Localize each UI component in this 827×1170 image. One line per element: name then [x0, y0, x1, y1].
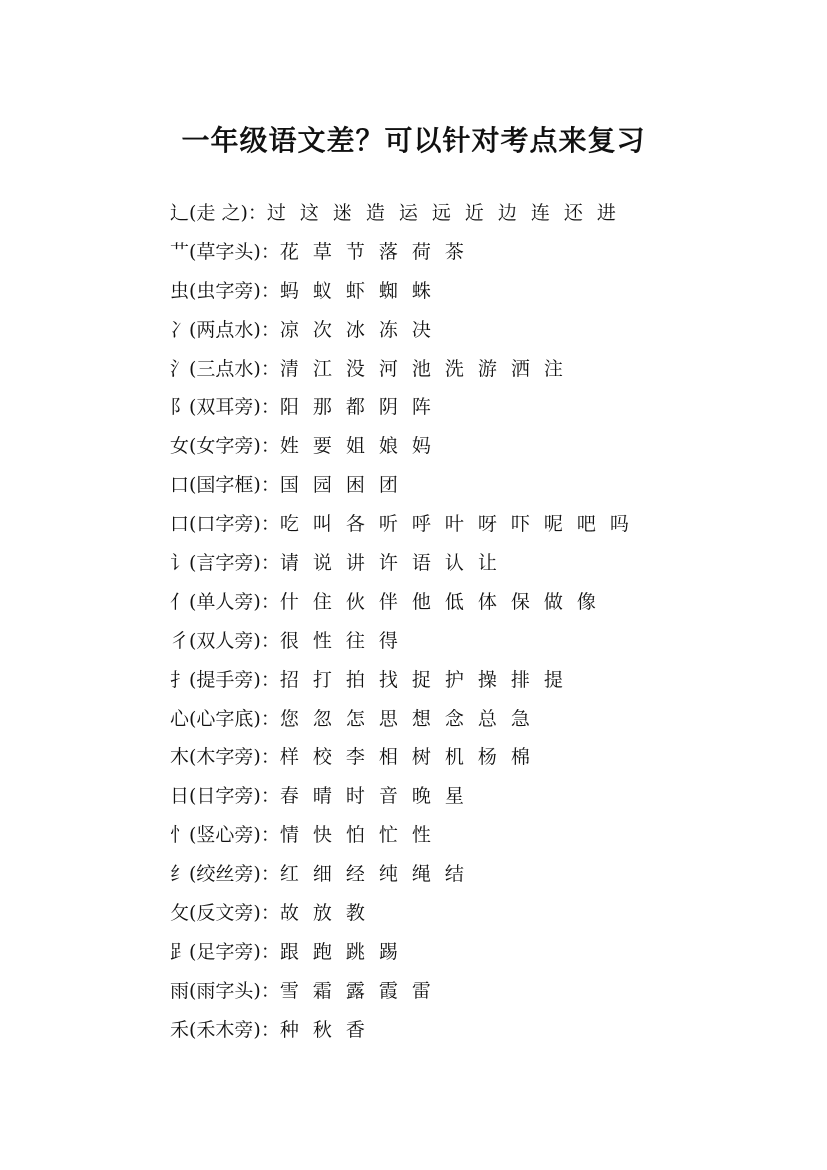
example-character: 国	[279, 474, 299, 497]
example-character: 招	[279, 668, 299, 691]
radical-key: 冫(两点水)：	[170, 318, 280, 341]
example-characters	[280, 933, 412, 972]
example-character: 音	[378, 785, 398, 808]
example-character: 蛛	[411, 279, 431, 302]
example-character: 总	[477, 707, 497, 730]
example-character: 霞	[378, 979, 398, 1002]
example-character: 低	[444, 590, 464, 613]
example-character: 时	[345, 785, 365, 808]
example-character: 种	[279, 1018, 299, 1041]
example-character: 排	[510, 668, 530, 691]
radical-row	[170, 777, 810, 816]
example-character: 没	[345, 357, 365, 380]
example-characters	[280, 272, 445, 311]
example-character: 吓	[510, 513, 530, 536]
example-character: 晚	[411, 785, 431, 808]
radical-key: 氵(三点水)：	[170, 357, 280, 380]
example-character: 落	[378, 240, 398, 263]
example-character: 叶	[444, 513, 464, 536]
example-character: 故	[279, 902, 299, 925]
example-character: 香	[345, 1018, 365, 1041]
example-characters	[280, 700, 544, 739]
example-character: 阳	[279, 396, 299, 419]
radical-row	[170, 972, 810, 1011]
example-characters	[280, 466, 412, 505]
radical-row	[170, 1011, 810, 1050]
example-character: 像	[576, 590, 596, 613]
example-character: 怎	[345, 707, 365, 730]
example-character: 教	[345, 902, 365, 925]
example-character: 怕	[345, 824, 365, 847]
example-character: 雪	[279, 979, 299, 1002]
example-character: 近	[464, 202, 484, 224]
radical-key: 虫(虫字旁)：	[170, 279, 280, 302]
example-character: 跳	[345, 940, 365, 963]
radical-key: 女(女字旁)：	[170, 435, 280, 458]
radical-row	[170, 738, 810, 777]
example-character: 姓	[279, 435, 299, 458]
example-character: 池	[411, 357, 431, 380]
radical-key: 讠(言字旁)：	[170, 552, 280, 575]
example-character: 情	[279, 824, 299, 847]
example-characters	[280, 350, 577, 389]
radical-row	[170, 350, 810, 389]
example-character: 蜘	[378, 279, 398, 302]
radical-key: 日(日字旁)：	[170, 785, 280, 808]
example-character: 星	[444, 785, 464, 808]
example-character: 结	[444, 863, 464, 886]
example-characters	[280, 427, 445, 466]
example-character: 得	[378, 629, 398, 652]
example-character: 姐	[345, 435, 365, 458]
example-character: 节	[345, 240, 365, 263]
example-character: 护	[444, 668, 464, 691]
example-character: 相	[378, 746, 398, 769]
radical-key: 亻(单人旁)：	[170, 590, 280, 613]
example-character: 样	[279, 746, 299, 769]
example-characters	[280, 738, 544, 777]
radical-row	[170, 661, 810, 700]
example-character: 经	[345, 863, 365, 886]
example-characters	[280, 311, 445, 350]
example-character: 什	[279, 590, 299, 613]
example-character: 树	[411, 746, 431, 769]
example-character: 校	[312, 746, 332, 769]
example-character: 语	[411, 552, 431, 575]
example-character: 秋	[312, 1018, 332, 1041]
radical-key: 口(国字框)：	[170, 474, 280, 497]
radical-key: 雨(雨字头)：	[170, 979, 280, 1002]
example-character: 冻	[378, 318, 398, 341]
radical-key: 木(木字旁)：	[170, 746, 280, 769]
example-character: 蚁	[312, 279, 332, 302]
example-character: 阴	[378, 396, 398, 419]
example-character: 您	[279, 707, 299, 730]
example-character: 茶	[444, 240, 464, 263]
example-character: 团	[378, 474, 398, 497]
example-character: 提	[543, 668, 563, 691]
example-character: 忽	[312, 707, 332, 730]
radical-row	[170, 272, 810, 311]
example-character: 忙	[378, 824, 398, 847]
example-character: 这	[299, 202, 319, 224]
radical-row	[170, 544, 810, 583]
example-characters	[280, 622, 412, 661]
example-character: 叫	[312, 513, 332, 536]
example-character: 造	[365, 202, 385, 224]
radical-row	[170, 233, 810, 272]
example-character: 念	[444, 707, 464, 730]
example-character: 做	[543, 590, 563, 613]
example-character: 跑	[312, 940, 332, 963]
example-character: 想	[411, 707, 431, 730]
example-character: 思	[378, 707, 398, 730]
example-character: 各	[345, 513, 365, 536]
example-character: 运	[398, 202, 418, 224]
example-character: 快	[312, 824, 332, 847]
radical-key: 纟(绞丝旁)：	[170, 863, 280, 886]
example-character: 进	[596, 202, 616, 224]
example-character: 迷	[332, 202, 352, 224]
radical-row	[170, 466, 810, 505]
example-character: 园	[312, 474, 332, 497]
radical-key: 口(口字旁)：	[170, 513, 280, 536]
example-character: 连	[530, 202, 550, 224]
example-character: 跟	[279, 940, 299, 963]
example-character: 娘	[378, 435, 398, 458]
example-character: 认	[444, 552, 464, 575]
example-character: 春	[279, 785, 299, 808]
example-character: 吗	[609, 513, 629, 536]
example-character: 困	[345, 474, 365, 497]
example-character: 呼	[411, 513, 431, 536]
example-characters	[280, 1011, 379, 1050]
example-characters	[280, 894, 379, 933]
example-characters	[280, 661, 577, 700]
example-character: 杨	[477, 746, 497, 769]
example-character: 说	[312, 552, 332, 575]
radical-row	[170, 622, 810, 661]
example-character: 操	[477, 668, 497, 691]
example-character: 李	[345, 746, 365, 769]
radical-key: 阝(双耳旁)：	[170, 396, 280, 419]
example-character: 请	[279, 552, 299, 575]
example-character: 踢	[378, 940, 398, 963]
example-character: 打	[312, 668, 332, 691]
radical-key: 𧾷(足字旁)：	[170, 940, 280, 963]
example-character: 冰	[345, 318, 365, 341]
example-character: 露	[345, 979, 365, 1002]
example-character: 伙	[345, 590, 365, 613]
radical-key: 攵(反文旁)：	[170, 902, 280, 925]
example-character: 急	[510, 707, 530, 730]
example-character: 清	[279, 357, 299, 380]
radical-key: 彳(双人旁)：	[170, 629, 280, 652]
example-character: 花	[279, 240, 299, 263]
example-character: 体	[477, 590, 497, 613]
example-character: 洒	[510, 357, 530, 380]
example-character: 凉	[279, 318, 299, 341]
example-character: 捉	[411, 668, 431, 691]
radical-row	[170, 427, 810, 466]
radical-key: 心(心字底)：	[170, 707, 280, 730]
example-character: 次	[312, 318, 332, 341]
example-characters	[280, 816, 445, 855]
example-character: 细	[312, 863, 332, 886]
radical-key: 忄(竖心旁)：	[170, 824, 280, 847]
radical-row	[170, 194, 810, 233]
example-characters	[280, 505, 643, 544]
radical-row	[170, 855, 810, 894]
example-character: 住	[312, 590, 332, 613]
radical-list	[170, 194, 810, 1050]
example-character: 雷	[411, 979, 431, 1002]
example-character: 那	[312, 396, 332, 419]
example-character: 妈	[411, 435, 431, 458]
example-character: 许	[378, 552, 398, 575]
example-character: 讲	[345, 552, 365, 575]
radical-row	[170, 933, 810, 972]
radical-key: 艹(草字头)：	[170, 240, 280, 263]
example-character: 机	[444, 746, 464, 769]
example-character: 荷	[411, 240, 431, 263]
example-character: 要	[312, 435, 332, 458]
example-characters	[267, 194, 630, 233]
radical-row	[170, 583, 810, 622]
example-character: 蚂	[279, 279, 299, 302]
example-character: 往	[345, 629, 365, 652]
example-character: 伴	[378, 590, 398, 613]
example-character: 放	[312, 902, 332, 925]
example-character: 呢	[543, 513, 563, 536]
radical-row	[170, 311, 810, 350]
example-character: 拍	[345, 668, 365, 691]
radical-key: 辶(走 之)：	[170, 202, 267, 224]
example-character: 虾	[345, 279, 365, 302]
radical-row	[170, 388, 810, 427]
radical-row	[170, 700, 810, 739]
example-character: 听	[378, 513, 398, 536]
example-character: 性	[411, 824, 431, 847]
example-character: 决	[411, 318, 431, 341]
example-character: 过	[266, 202, 286, 224]
example-character: 游	[477, 357, 497, 380]
example-character: 霜	[312, 979, 332, 1002]
example-characters	[280, 544, 511, 583]
example-character: 吧	[576, 513, 596, 536]
example-character: 河	[378, 357, 398, 380]
example-character: 注	[543, 357, 563, 380]
example-character: 保	[510, 590, 530, 613]
example-characters	[280, 972, 445, 1011]
example-character: 晴	[312, 785, 332, 808]
example-character: 呀	[477, 513, 497, 536]
radical-row	[170, 505, 810, 544]
example-character: 江	[312, 357, 332, 380]
example-character: 吃	[279, 513, 299, 536]
page-title: 一年级语文差？可以针对考点来复习	[181, 123, 646, 157]
example-character: 棉	[510, 746, 530, 769]
example-character: 还	[563, 202, 583, 224]
radical-row	[170, 894, 810, 933]
example-character: 纯	[378, 863, 398, 886]
example-character: 边	[497, 202, 517, 224]
example-character: 红	[279, 863, 299, 886]
example-characters	[280, 583, 610, 622]
radical-row	[170, 816, 810, 855]
example-characters	[280, 777, 478, 816]
radical-key: 禾(禾木旁)：	[170, 1018, 280, 1041]
example-character: 草	[312, 240, 332, 263]
example-character: 绳	[411, 863, 431, 886]
example-character: 让	[477, 552, 497, 575]
example-character: 性	[312, 629, 332, 652]
example-character: 洗	[444, 357, 464, 380]
example-character: 阵	[411, 396, 431, 419]
radical-key: 扌(提手旁)：	[170, 668, 280, 691]
example-characters	[280, 855, 478, 894]
example-character: 找	[378, 668, 398, 691]
example-character: 他	[411, 590, 431, 613]
example-characters	[280, 233, 478, 272]
example-character: 都	[345, 396, 365, 419]
example-characters	[280, 388, 445, 427]
example-character: 远	[431, 202, 451, 224]
example-character: 很	[279, 629, 299, 652]
